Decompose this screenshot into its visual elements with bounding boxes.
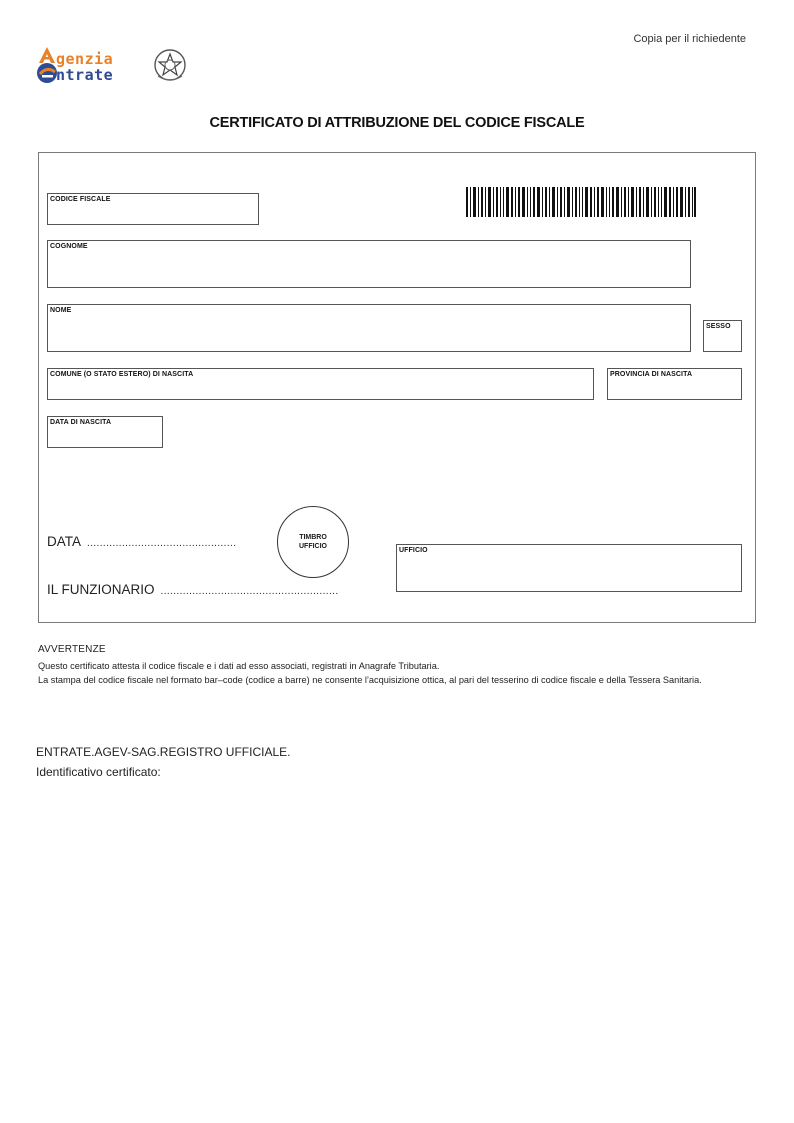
data-label: DATA bbox=[47, 534, 82, 549]
warnings-title: AVVERTENZE bbox=[38, 644, 106, 655]
registry-line: ENTRATE.AGEV-SAG.REGISTRO UFFICIALE. bbox=[36, 745, 291, 759]
provincia-nascita-field bbox=[607, 368, 742, 400]
comune-nascita-field bbox=[47, 368, 594, 400]
stamp-text: TIMBRO UFFICIO bbox=[299, 534, 327, 550]
logo-e-swoosh-icon bbox=[36, 62, 58, 84]
data-line bbox=[47, 534, 236, 549]
logo-word-entrate: ntrate bbox=[56, 66, 114, 84]
provincia-nascita-label: PROVINCIA DI NASCITA bbox=[610, 371, 693, 378]
copy-label: Copia per il richiedente bbox=[633, 33, 746, 45]
certificate-identifier-label: Identificativo certificato: bbox=[36, 765, 161, 779]
sesso-field bbox=[703, 320, 742, 352]
stamp-circle bbox=[277, 506, 349, 578]
data-dots: ............................................... bbox=[87, 538, 237, 549]
ufficio-label: UFFICIO bbox=[399, 547, 428, 554]
document-title: CERTIFICATO DI ATTRIBUZIONE DEL CODICE FISCALE bbox=[209, 115, 585, 131]
italian-republic-emblem-icon bbox=[152, 46, 188, 84]
nome-label: NOME bbox=[50, 307, 72, 314]
codice-fiscale-field bbox=[47, 193, 259, 225]
warning-line-1: Questo certificato attesta il codice fiscale e i dati ad esso associati, registrati in Anagrafe Tributaria. bbox=[38, 661, 440, 671]
barcode-icon bbox=[466, 187, 696, 217]
data-nascita-label: DATA DI NASCITA bbox=[50, 419, 112, 426]
nome-field bbox=[47, 304, 691, 352]
ufficio-field bbox=[396, 544, 742, 592]
sesso-label: SESSO bbox=[706, 323, 731, 330]
funzionario-line bbox=[47, 582, 339, 597]
comune-nascita-label: COMUNE (O STATO ESTERO) DI NASCITA bbox=[50, 371, 194, 378]
funzionario-dots: ........................................................ bbox=[160, 586, 339, 597]
funzionario-label: IL FUNZIONARIO bbox=[47, 582, 155, 597]
agenzia-entrate-logo bbox=[34, 44, 188, 88]
cognome-field bbox=[47, 240, 691, 288]
cognome-label: COGNOME bbox=[50, 243, 88, 250]
warning-line-2: La stampa del codice fiscale nel formato bar–code (codice a barre) ne consente l’acquisizione ottica, al pari del tesserino di codice fiscale e della Tessera Sanitaria. bbox=[38, 675, 702, 685]
data-nascita-field bbox=[47, 416, 163, 448]
codice-fiscale-label: CODICE FISCALE bbox=[50, 196, 111, 203]
logo-word-agenzia: genzia bbox=[56, 50, 114, 68]
